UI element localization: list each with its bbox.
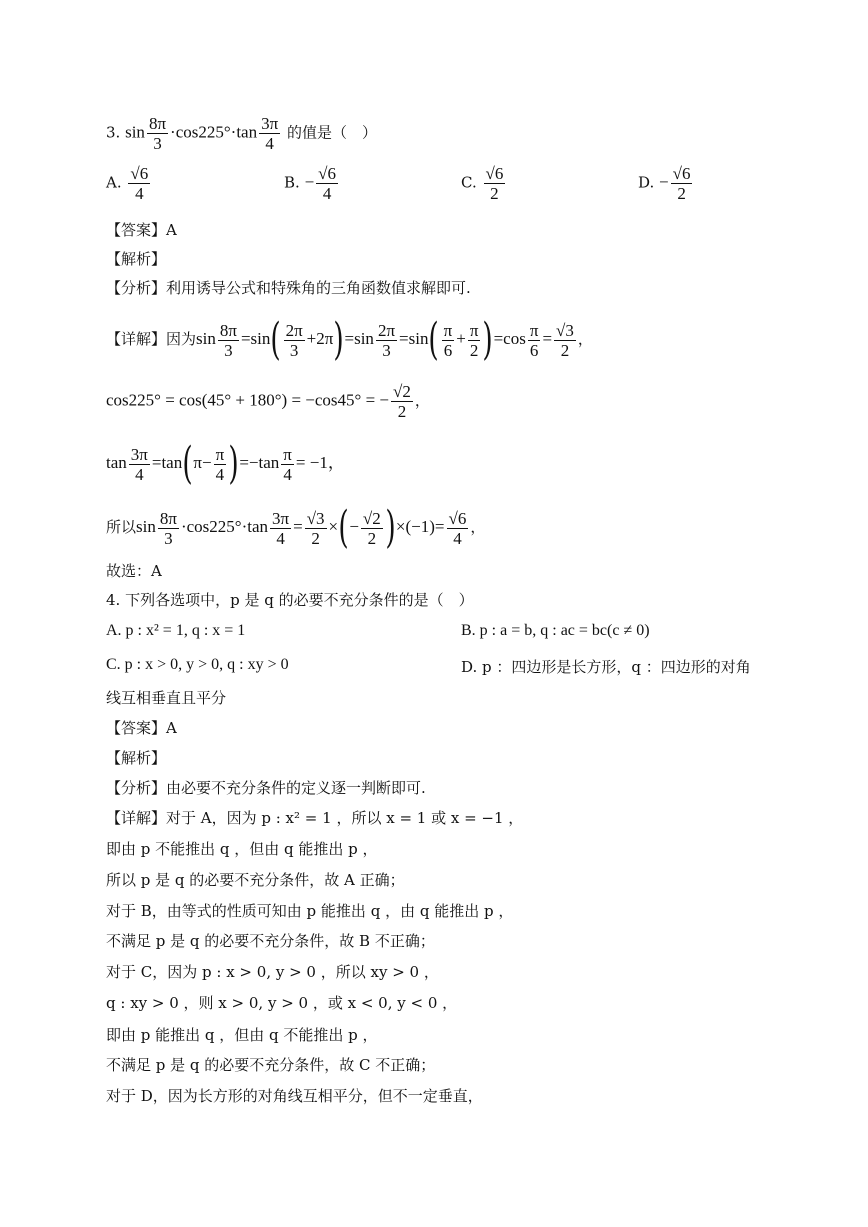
option-b[interactable]: B. − $\frac{√6}{4}$ (284, 164, 337, 203)
question-3-stem: 3. sin $\frac{8\pi}{3}$ ·cos225°·tan $\frac{3\pi}{4}$ 的值是（ ） (106, 114, 377, 153)
q3-detail-line-4: 所以sin $\frac{8\pi}{3}$ ·cos225°·tan $\frac{3\pi}{4}$ = $\frac{√3}{2}$ ×(− $\frac{√2}{2}$ )×(−1)= $\frac{√6}{4}$ ， (106, 502, 486, 553)
q4-detail-line: 不满足 p 是 q 的必要不充分条件，故 B 不正确； (106, 932, 435, 950)
q4-detail-line: 【详解】对于 A，因为 p : x² = 1 ，所以 x = 1 或 x = −1 ， (106, 809, 524, 827)
q4-detail-line: q : xy > 0 ，则 x > 0, y > 0 ，或 x < 0, y < 0 ， (106, 994, 458, 1012)
q4-analysis: 【分析】由必要不充分条件的定义逐一判断即可. (106, 779, 426, 797)
option-c[interactable]: C. $\frac{√6}{2}$ (461, 164, 504, 203)
q3-analysis: 【分析】利用诱导公式和特殊角的三角函数值求解即可. (106, 279, 471, 297)
q3-detail-line-2: cos225° = cos(45° + 180°) = −cos45° = − $\frac{√2}{2}$ ， (106, 382, 430, 421)
q4-detail-line: 不满足 p 是 q 的必要不充分条件，故 C 不正确； (106, 1056, 436, 1074)
q4-option-d[interactable]: D. p ：四边形是长方形，q ：四边形的对角 (461, 658, 751, 676)
q4-option-d-cont: 线互相垂直且平分 (106, 689, 227, 707)
q4-detail-line: 所以 p 是 q 的必要不充分条件，故 A 正确； (106, 871, 405, 889)
question-4-stem: 4. 下列各选项中，p 是 q 的必要不充分条件的是（ ） (106, 591, 474, 609)
fraction-8pi-3: $\frac{8\pi}{3}$ (148, 114, 167, 153)
q4-detail-line: 对于 D，因为长方形的对角线互相平分，但不一定垂直， (106, 1087, 483, 1105)
q4-answer: 【答案】A (106, 719, 177, 737)
q3-choose: 故选：A (106, 562, 162, 580)
fraction-3pi-4: $\frac{3\pi}{4}$ (261, 114, 279, 153)
q3-answer: 【答案】A (106, 221, 177, 239)
q4-option-a[interactable]: A. p : x² = 1, q : x = 1 (106, 622, 246, 639)
q4-option-c[interactable]: C. p : x > 0, y > 0, q : xy > 0 (106, 656, 289, 673)
q3-detail-line-1: 【详解】因为sin $\frac{8\pi}{3}$ =sin( $\frac{2\pi}{3}$ +2π)=sin $\frac{2\pi}{3}$ =sin( $\frac{\pi}{6}$ + $\frac{\pi}{2}$ )=cos $\frac{\pi}{6}$ = $\frac{√3}{2}$ ， (106, 314, 593, 365)
q4-option-b[interactable]: B. p : a = b, q : ac = bc(c ≠ 0) (461, 622, 650, 639)
q4-detail-line: 对于 C，因为 p : x > 0, y > 0 ，所以 xy > 0 ， (106, 963, 439, 981)
option-a[interactable]: A. $\frac{√6}{4}$ (106, 164, 149, 203)
q3-detail-line-3: tan $\frac{3\pi}{4}$ =tan(π− $\frac{\pi}{4}$ )=−tan $\frac{\pi}{4}$ = −1， (106, 438, 345, 489)
q3-jiexi: 【解析】 (106, 250, 167, 268)
q4-detail-line: 即由 p 不能推出 q ，但由 q 能推出 p ， (106, 840, 378, 858)
q4-jiexi: 【解析】 (106, 749, 167, 767)
q4-detail-line: 对于 B，由等式的性质可知由 p 能推出 q ，由 q 能推出 p ， (106, 902, 514, 920)
q4-detail-line: 即由 p 能推出 q ，但由 q 不能推出 p ， (106, 1026, 378, 1044)
option-d[interactable]: D. − $\frac{√6}{2}$ (638, 164, 691, 203)
